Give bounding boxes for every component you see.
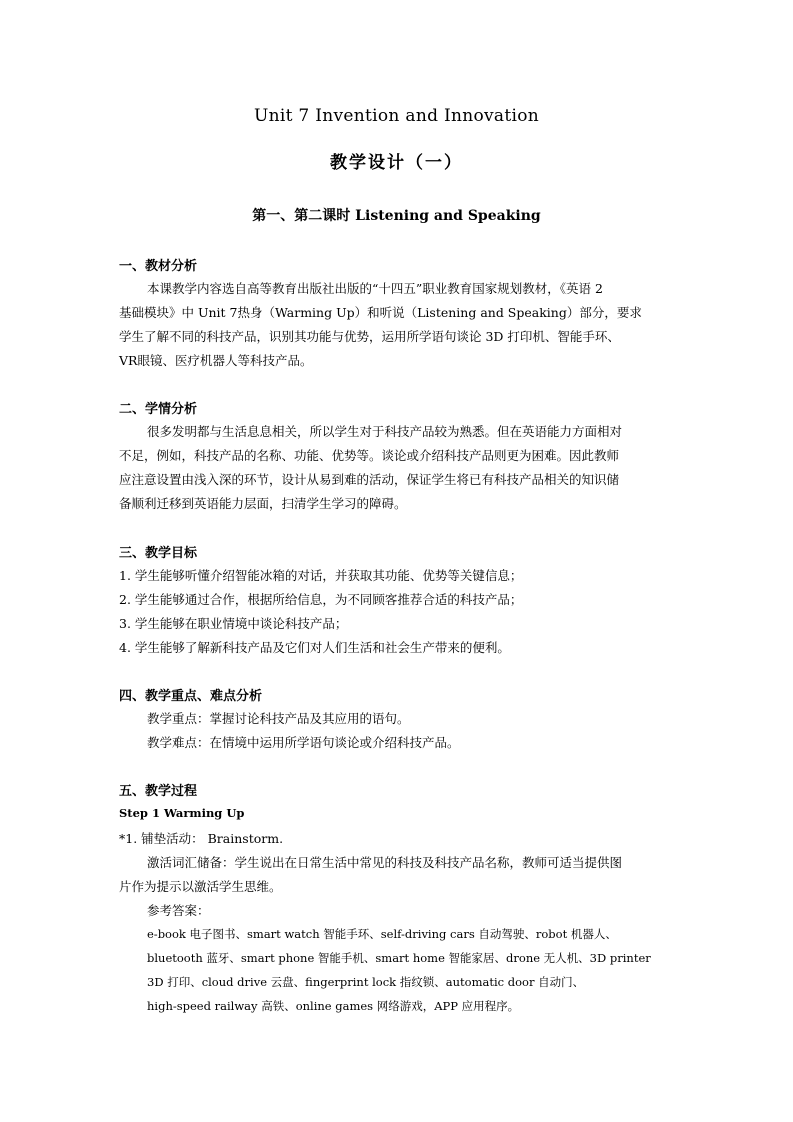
answer-line: e-book 电子图书、smart watch 智能手环、self-driving cars 自动驾驶、robot 机器人、 bbox=[147, 927, 617, 941]
paragraph-line: 片作为提示以激活学生思维。 bbox=[119, 879, 282, 894]
document-subtitle: 教学设计（一） bbox=[330, 153, 463, 173]
paragraph-line: VR眼镜、医疗机器人等科技产品。 bbox=[119, 353, 313, 368]
answer-line: 3D 打印、cloud drive 云盘、fingerprint lock 指纹锁、automatic door 自动门、 bbox=[147, 975, 585, 989]
step-title: Step 1 Warming Up bbox=[119, 806, 245, 820]
paragraph-line: 学生了解不同的科技产品，识别其功能与优势，运用所学语句谈论 3D 打印机、智能手环、 bbox=[119, 329, 620, 344]
lesson-title: 第一、第二课时 Listening and Speaking bbox=[252, 208, 541, 224]
answer-label: 参考答案： bbox=[147, 903, 210, 918]
paragraph-line: 不足，例如，科技产品的名称、功能、优势等。谈论或介绍科技产品则更为困难。因此教师 bbox=[119, 448, 620, 463]
paragraph-line: 激活词汇储备：学生说出在日常生活中常见的科技及科技产品名称，教师可适当提供图 bbox=[147, 855, 623, 870]
list-item: 1. 学生能够听懂介绍智能冰箱的对话，并获取其功能、优势等关键信息； bbox=[119, 568, 523, 583]
activity-line: *1. 铺垫活动： Brainstorm. bbox=[119, 831, 284, 846]
document-title: Unit 7 Invention and Innovation bbox=[253, 106, 539, 126]
key-point-line: 教学重点：掌握讨论科技产品及其应用的语句。 bbox=[147, 711, 410, 726]
paragraph-line: 应注意设置由浅入深的环节，设计从易到难的活动，保证学生将已有科技产品相关的知识储 bbox=[119, 472, 620, 487]
list-item: 2. 学生能够通过合作，根据所给信息，为不同顾客推荐合适的科技产品； bbox=[119, 592, 523, 607]
section-heading-teaching-process: 五、教学过程 bbox=[119, 784, 198, 799]
paragraph-line: 基础模块》中 Unit 7热身（Warming Up）和听说（Listening and Speaking）部分，要求 bbox=[119, 305, 642, 320]
paragraph-line: 本课教学内容选自高等教育出版社出版的“十四五”职业教育国家规划教材，《英语 2 bbox=[147, 281, 603, 296]
section-heading-teaching-objectives: 三、教学目标 bbox=[119, 546, 198, 561]
difficulty-line: 教学难点：在情境中运用所学语句谈论或介绍科技产品。 bbox=[147, 735, 460, 750]
section-heading-student-analysis: 二、学情分析 bbox=[119, 402, 198, 417]
answer-line: high-speed railway 高铁、online games 网络游戏，APP 应用程序。 bbox=[147, 999, 520, 1013]
answer-line: bluetooth 蓝牙、smart phone 智能手机、smart home 智能家居、drone 无人机、3D printer bbox=[147, 951, 651, 965]
paragraph-line: 很多发明都与生活息息相关，所以学生对于科技产品较为熟悉。但在英语能力方面相对 bbox=[147, 424, 623, 439]
section-heading-textbook-analysis: 一、教材分析 bbox=[119, 259, 198, 274]
section-heading-key-points: 四、教学重点、难点分析 bbox=[119, 689, 263, 704]
list-item: 3. 学生能够在职业情境中谈论科技产品； bbox=[119, 616, 348, 631]
list-item: 4. 学生能够了解新科技产品及它们对人们生活和社会生产带来的便利。 bbox=[119, 640, 510, 655]
paragraph-line: 备顺利迁移到英语能力层面，扫清学生学习的障碍。 bbox=[119, 496, 407, 511]
